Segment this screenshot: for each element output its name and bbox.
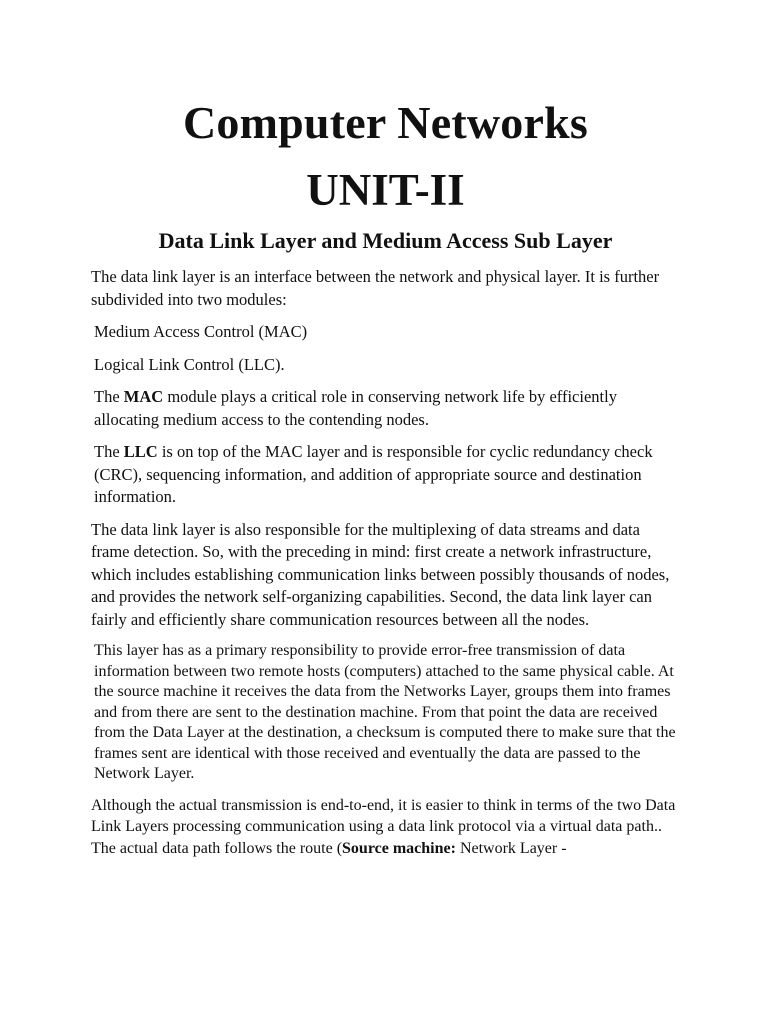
mac-term: MAC	[123, 387, 164, 406]
llc-term: LLC	[123, 442, 158, 461]
llc-paragraph-pre: The	[94, 442, 124, 461]
mac-paragraph-pre: The	[94, 387, 124, 406]
section-heading: Data Link Layer and Medium Access Sub Layer	[158, 228, 613, 253]
mac-paragraph-post: module plays a critical role in conserving network life by efficiently allocating medium access to the contending nodes.	[94, 387, 617, 429]
mac-paragraph	[91, 386, 680, 431]
data-path-paragraph	[91, 795, 680, 860]
layer-responsibility-paragraph: This layer has as a primary responsibility to provide error-free transmission of data information between two remote hosts (computers) attached to the same physical cable. At the source machine it receives the data from the Networks Layer, groups them into frames and from there are sent to the destination machine. From that point the data are received from the Data Layer at the destination, a checksum is computed there to make sure that the frames sent are identical with those received and eventually the data are passed to the Network Layer.	[94, 642, 676, 782]
module-llc-item: Logical Link Control (LLC).	[94, 354, 285, 374]
module-mac-item: Medium Access Control (MAC)	[94, 322, 308, 341]
data-path-pre: Although the actual transmission is end-to-end, it is easier to think in terms of the two Data Link Layers processing communication using a data link protocol via a virtual data path.. The actual data path follows the route (	[91, 796, 676, 857]
data-path-post: Network Layer -	[455, 839, 567, 857]
document-title: Computer Networks	[182, 97, 588, 148]
llc-paragraph-post: is on top of the MAC layer and is responsible for cyclic redundancy check (CRC), sequencing information, and addition of appropriate source and destination information.	[94, 442, 653, 506]
unit-heading: UNIT-II	[306, 165, 465, 215]
multiplexing-paragraph: The data link layer is also responsible for the multiplexing of data streams and data frame detection. So, with the preceding in mind: first create a network infrastructure, which includes establishing communication links between possibly thousands of nodes, and provides the network self-organizing capabilities. Second, the data link layer can fairly and efficiently share communication resources between all the nodes.	[91, 519, 670, 629]
intro-paragraph: The data link layer is an interface between the network and physical layer. It is further subdivided into two modules:	[91, 267, 660, 309]
llc-paragraph	[91, 441, 680, 509]
source-machine-term: Source machine:	[342, 839, 456, 857]
